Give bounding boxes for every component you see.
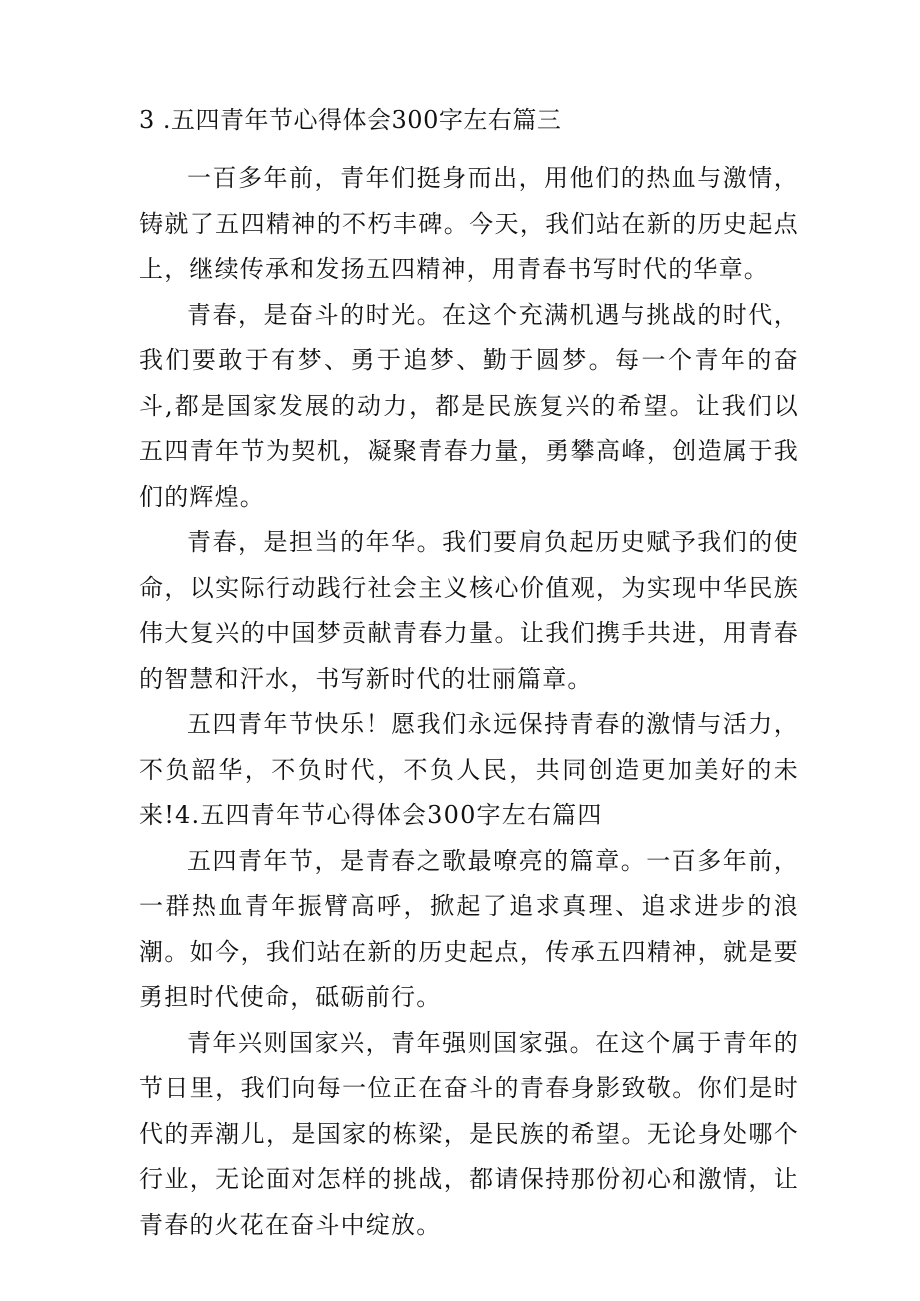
paragraph-1: 一百多年前，青年们挺身而出，用他们的热血与激情，铸就了五四精神的不朽丰碑。今天，我们站在新的历史起点上，继续传承和发扬五四精神，用青春书写时代的华章。 (139, 164, 799, 283)
paragraph-4: 五四青年节快乐！愿我们永远保持青春的激情与活力，不负韶华，不负时代，不负人民，共同创造更加美好的未来!4.五四青年节心得体会300字左右篇四 (139, 710, 799, 829)
document-body (139, 156, 799, 1248)
paragraph-3: 青春，是担当的年华。我们要肩负起历史赋予我们的使命，以实际行动践行社会主义核心价值观，为实现中华民族伟大复兴的中国梦贡献青春力量。让我们携手共进，用青春的智慧和汗水，书写新时代的壮丽篇章。 (139, 528, 799, 693)
paragraph-6: 青年兴则国家兴，青年强则国家强。在这个属于青年的节日里，我们向每一位正在奋斗的青春身影致敬。你们是时代的弄潮儿，是国家的栋梁，是民族的希望。无论身处哪个行业，无论面对怎样的挑战，都请保持那份初心和激情，让青春的火花在奋斗中绽放。 (139, 1028, 799, 1239)
section-heading: 3 .五四青年节心得体会300字左右篇三 (139, 106, 562, 134)
paragraph-5: 五四青年节，是青春之歌最嘹亮的篇章。一百多年前，一群热血青年振臂高呼，掀起了追求真理、追求进步的浪潮。如今，我们站在新的历史起点，传承五四精神，就是要勇担时代使命，砥砺前行。 (139, 846, 799, 1011)
paragraph-2: 青春，是奋斗的时光。在这个充满机遇与挑战的时代，我们要敢于有梦、勇于追梦、勤于圆梦。每一个青年的奋斗,都是国家发展的动力，都是民族复兴的希望。让我们以五四青年节为契机，凝聚青春力量，勇攀高峰，创造属于我们的辉煌。 (139, 300, 799, 511)
